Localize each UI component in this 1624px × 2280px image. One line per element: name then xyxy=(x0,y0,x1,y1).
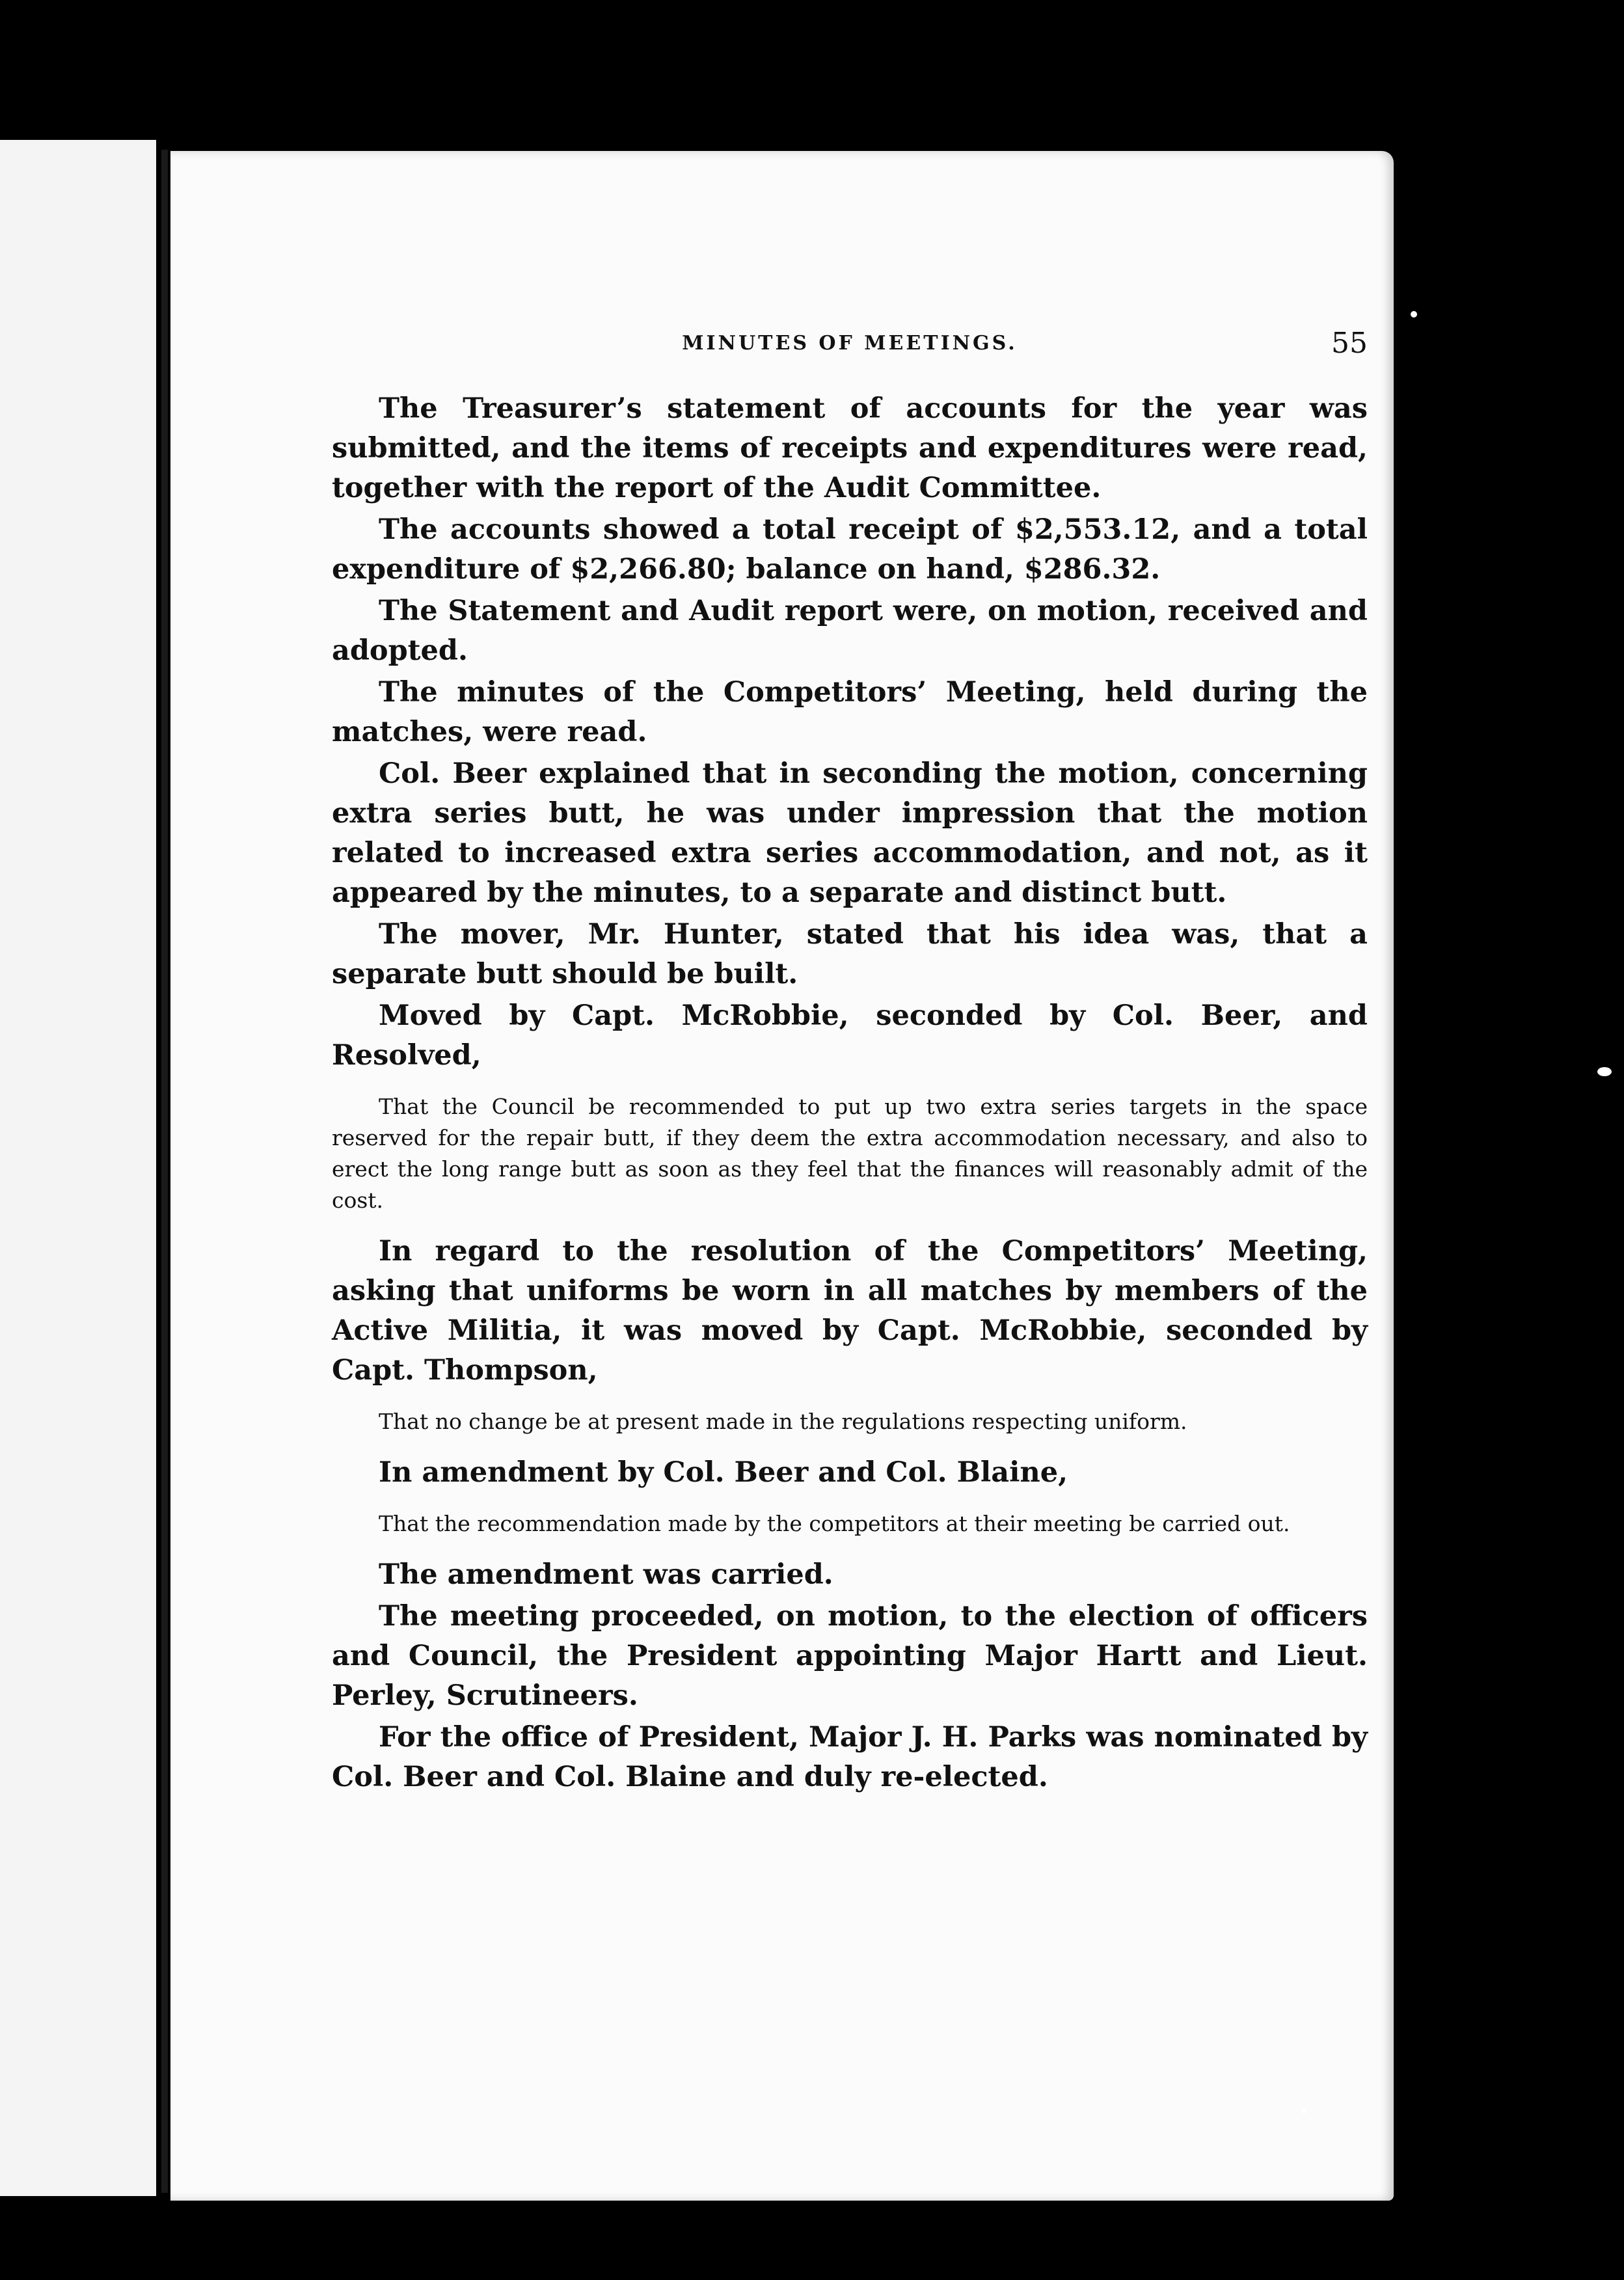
scan-speck xyxy=(1411,311,1417,318)
paragraph-president-reelected: For the office of President, Major J. H. Parks was nominated by Col. Beer and Col. Blaine and duly re-elected. xyxy=(332,1721,1368,1793)
page-number: 55 xyxy=(1331,327,1368,360)
paragraph-statement-adopted: The Statement and Audit report were, on motion, received and adopted. xyxy=(332,595,1368,667)
paragraph-amendment-carried: The amendment was carried. xyxy=(379,1558,833,1591)
paragraph-col-beer-explanation: Col. Beer explained that in seconding the motion, concerning extra series butt, he was under impression that the motion related to increased extra series accommodation, and not, as it appeared by the minutes, to a separate and distinct butt. xyxy=(332,757,1368,909)
paragraph-treasurer-statement: The Treasurer’s statement of accounts for the year was submitted, and the items of receipts and expenditures were read, together with the report of the Audit Committee. xyxy=(332,392,1368,504)
paragraph-election: The meeting proceeded, on motion, to the election of officers and Council, the President appointing Major Hartt and Lieut. Perley, Scrutineers. xyxy=(332,1600,1368,1712)
book-page xyxy=(170,151,1394,2201)
book-gutter xyxy=(161,150,168,2193)
left-page-edge xyxy=(0,140,156,2196)
paragraph-amendment: In amendment by Col. Beer and Col. Blaine, xyxy=(379,1456,1068,1489)
resolution-extra-targets: That the Council be recommended to put up two extra series targets in the space reserved for the repair butt, if they deem the extra accommodation necessary, and also to erect the long range butt as soon as they feel that the finances will reasonably admit of the cost. xyxy=(332,1094,1368,1213)
resolution-no-change: That no change be at present made in the regulations respecting uniform. xyxy=(379,1409,1187,1434)
running-title: MINUTES OF MEETINGS. xyxy=(682,332,1018,355)
running-header xyxy=(332,327,1368,371)
resolution-recommendation: That the recommendation made by the competitors at their meeting be carried out. xyxy=(379,1511,1290,1536)
paragraph-uniforms-motion: In regard to the resolution of the Competitors’ Meeting, asking that uniforms be worn in all matches by members of the Active Militia, it was moved by Capt. McRobbie, seconded by Capt. Thompson, xyxy=(332,1235,1368,1387)
paragraph-mover-hunter: The mover, Mr. Hunter, stated that his idea was, that a separate butt should be built. xyxy=(332,918,1368,990)
paragraph-accounts-totals: The accounts showed a total receipt of $2,553.12, and a total expenditure of $2,266.80; balance on hand, $286.32. xyxy=(332,513,1368,586)
page-text-block xyxy=(332,327,1368,1799)
scan-speck xyxy=(1597,1067,1612,1076)
paragraph-competitors-minutes: The minutes of the Competitors’ Meeting, held during the matches, were read. xyxy=(332,676,1368,748)
scan-speck xyxy=(1301,2108,1306,2113)
paragraph-moved-resolved: Moved by Capt. McRobbie, seconded by Col. Beer, and Resolved, xyxy=(332,999,1368,1072)
